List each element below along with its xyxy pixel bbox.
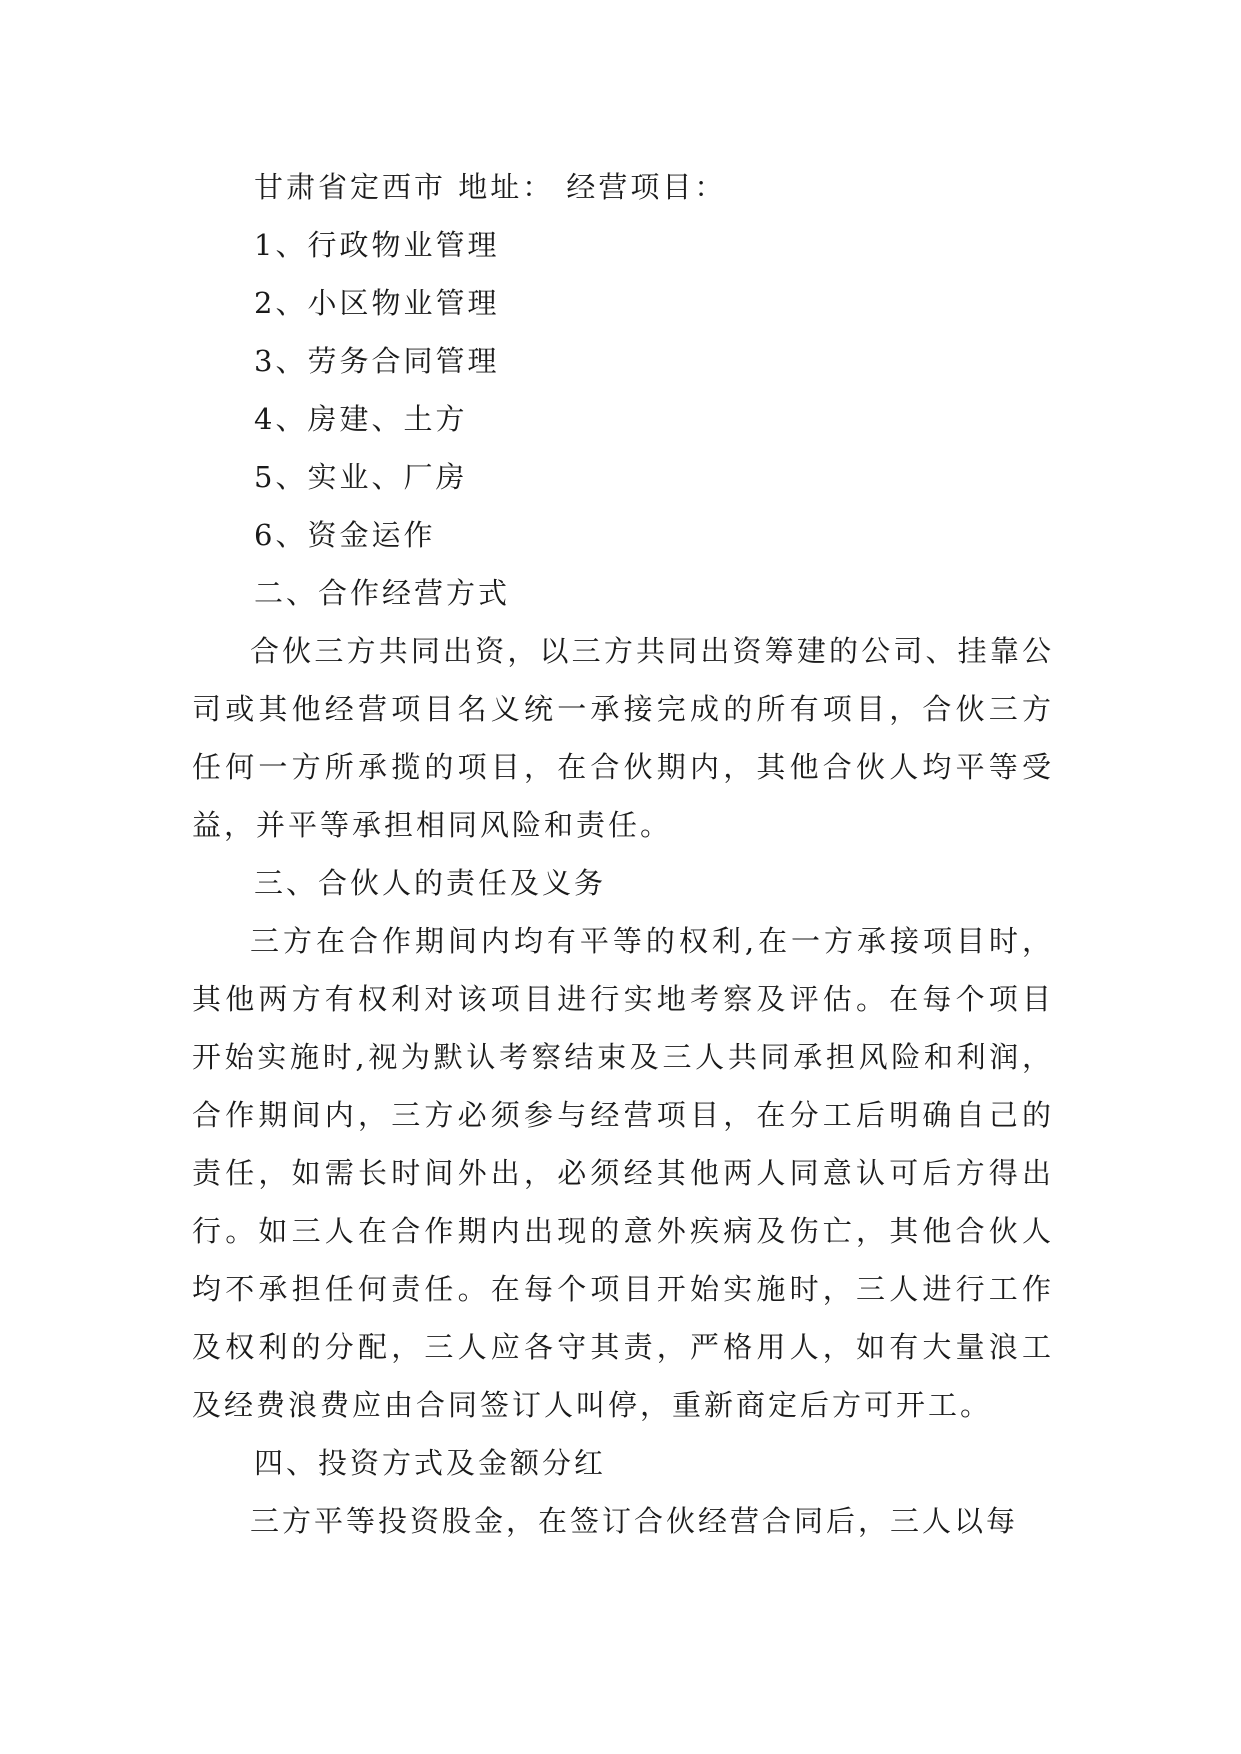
list-item: 1、行政物业管理 (254, 228, 500, 262)
section-paragraph: 三方平等投资股金，在签订合伙经营合同后，三人以每 (250, 1504, 1019, 1538)
section-heading: 三、合伙人的责任及义务 (254, 866, 607, 900)
section-heading: 四、投资方式及金额分红 (254, 1446, 607, 1480)
section-paragraph: 三方在合作期间内均有平等的权利,在一方承接项目时，其他两方有权利对该项目进行实地考察及评估。在每个项目开始实施时,视为默认考察结束及三人共同承担风险和利润，合作期间内，三方必须参与经营项目，在分工后明确自己的责任，如需长时间外出，必须经其他两人同意认可后方得出行。如三人在合作期内出现的意外疾病及伤亡，其他合伙人均不承担任何责任。在每个项目开始实施时，三人进行工作及权利的分配，三人应各守其责，严格用人，如有大量浪工及经费浪费应由合同签订人叫停，重新商定后方可开工。 (192, 924, 1054, 1422)
list-item: 3、劳务合同管理 (254, 344, 500, 378)
document-body (192, 158, 1054, 1550)
list-item: 4、房建、土方 (254, 402, 468, 436)
list-item: 5、实业、厂房 (254, 460, 468, 494)
section-heading: 二、合作经营方式 (254, 576, 511, 610)
list-item: 6、资金运作 (254, 518, 436, 552)
section-paragraph: 合伙三方共同出资，以三方共同出资筹建的公司、挂靠公司或其他经营项目名义统一承接完成的所有项目，合伙三方任何一方所承揽的项目，在合伙期内，其他合伙人均平等受益，并平等承担相同风险和责任。 (192, 634, 1054, 842)
list-item: 2、小区物业管理 (254, 286, 500, 320)
header-line: 甘肃省定西市 地址： 经营项目： (254, 170, 727, 204)
